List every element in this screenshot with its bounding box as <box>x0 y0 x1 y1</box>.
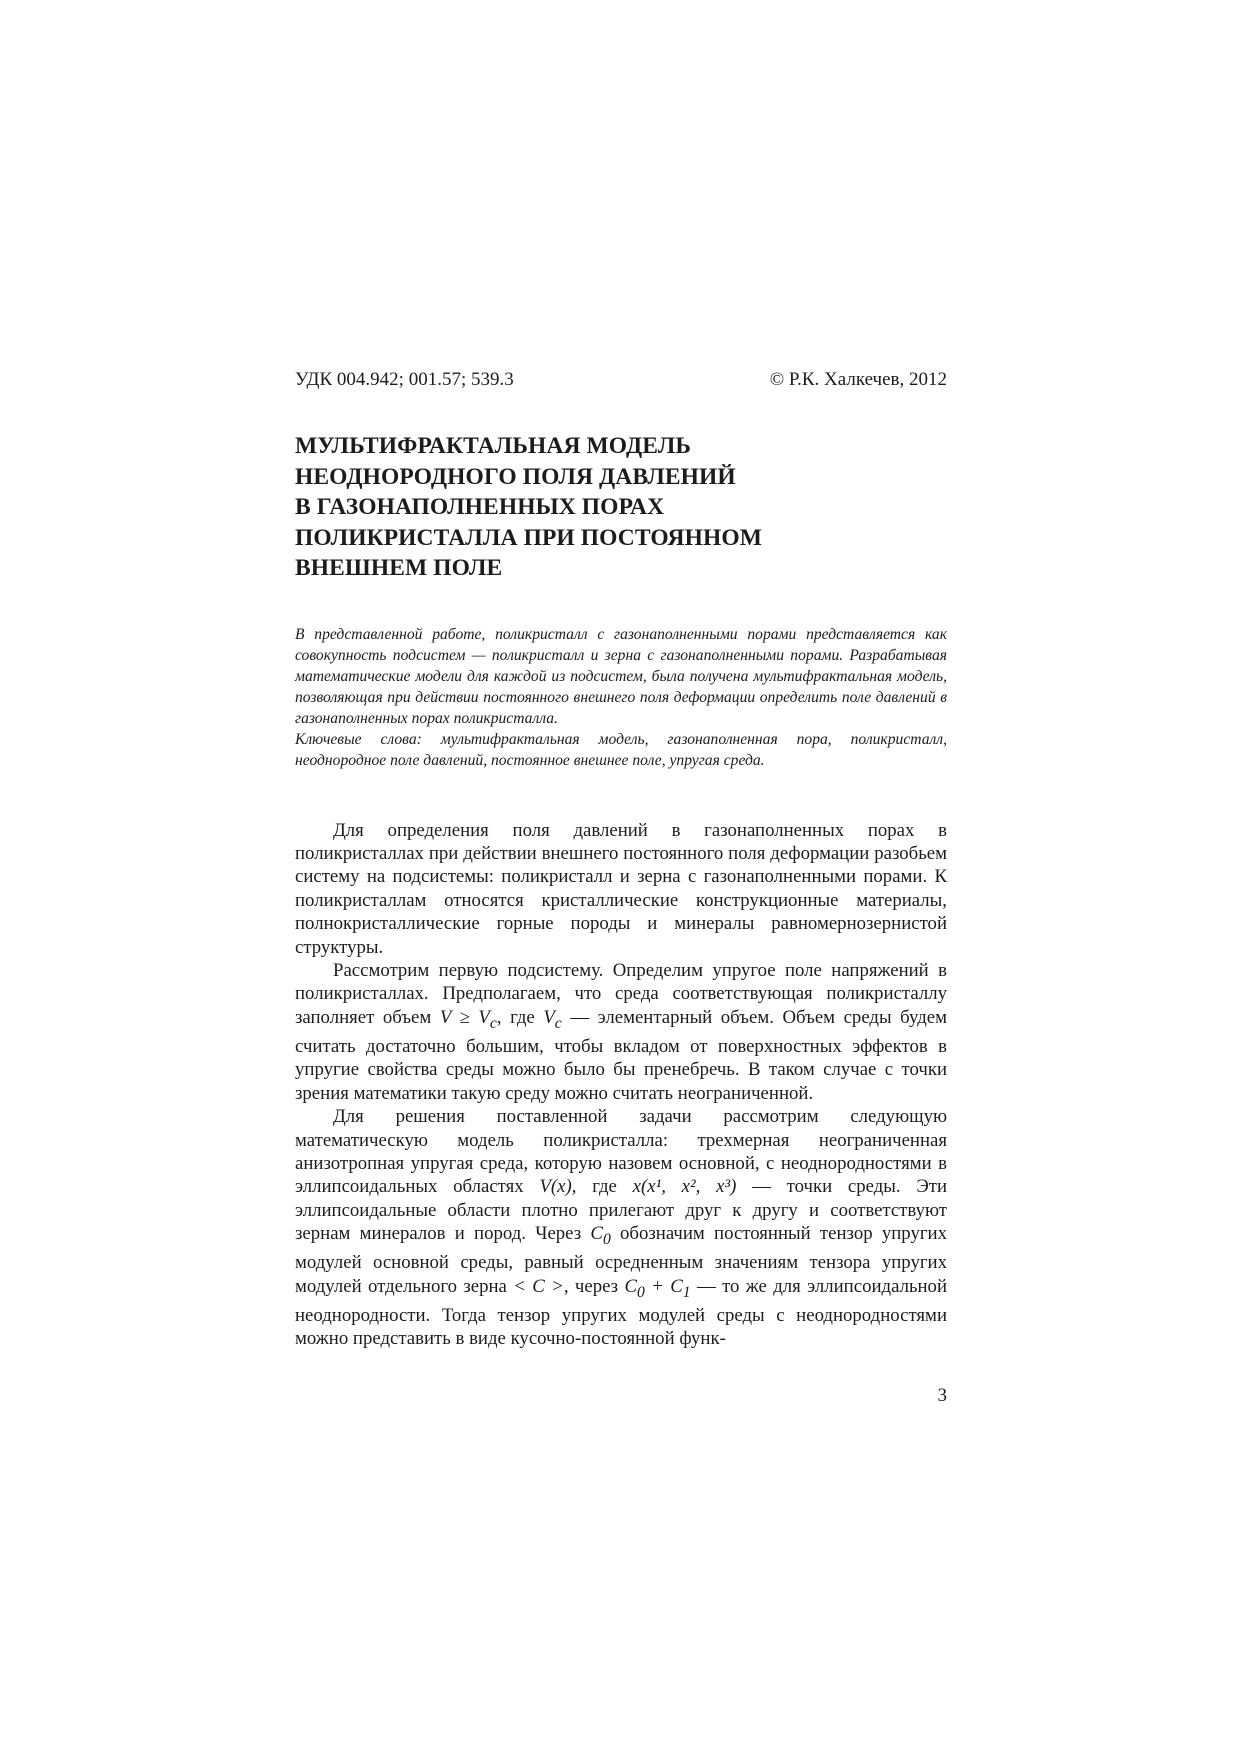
keywords: Ключевые слова: мультифрактальная модель, газонаполненная пора, поликристалл, неоднородное поле давлений, постоянное внешнее поле, упругая среда. <box>295 730 947 769</box>
text-run: Рассмотрим первую подсистему. Определим упругое поле напряжений в поликристаллах. Предполагаем, что среда соответствующая поликристаллу заполняет объем <box>295 959 947 1028</box>
text-run: обозначим постоянный тензор упругих модулей основной среды, равный осредненным значениям тензора упругих модулей отдельного зерна <box>295 1223 947 1297</box>
article-header <box>295 365 947 395</box>
page-content <box>295 365 948 1406</box>
math-vx: V(x) <box>539 1176 572 1198</box>
title-line: НЕОДНОРОДНОГО ПОЛЯ ДАВЛЕНИЙ <box>295 463 736 490</box>
text-run: Для решения поставленной задачи рассмотрим следующую математическую модель поликристалла: трехмерная неограниченная анизотропная упругая среда, которую назовем основной, с неоднородностями в эллипсоидальных областях <box>295 1106 947 1198</box>
math-inequality: $V \ge V_c$ <box>439 1006 497 1032</box>
math-c0-plus-c1: $C_0 + C_1$ <box>624 1275 691 1301</box>
text-run: — элементарный объем. Объем среды будем считать достаточно большим, чтобы вкладом от поверхностных эффектов в упругие свойства среды можно было бы пренебречь. В таком случае с точки зрения математики такую среду можно считать неограниченной. <box>295 1006 947 1104</box>
math-point: x(x¹, x², x³) <box>632 1176 737 1198</box>
text-run: — точки среды. Эти эллипсоидальные области плотно прилегают друг к другу и соответствуют зернам минералов и пород. Через <box>295 1176 948 1245</box>
abstract <box>295 624 947 771</box>
body-paragraph-1: Для определения поля давлений в газонаполненных порах в поликристаллах при действии внешнего постоянного поля деформации разобьем систему на подсистемы: поликристалл и зерна с газонаполненными порами. К поликристаллам относятся кристаллические конструкционные материалы, полнокристаллические горные породы и минералы равномернозернистой структуры. <box>295 819 947 958</box>
title-line: МУЛЬТИФРАКТАЛЬНАЯ МОДЕЛЬ <box>295 433 691 459</box>
text-run: , где <box>496 1006 535 1028</box>
article-title <box>295 431 947 584</box>
title-line: ПОЛИКРИСТАЛЛА ПРИ ПОСТОЯННОМ <box>295 524 763 551</box>
text-run: , через <box>563 1275 619 1297</box>
body-paragraph-2 <box>295 959 947 1105</box>
title-line: ВНЕШНЕМ ПОЛЕ <box>295 555 503 581</box>
article-body <box>295 819 947 1351</box>
udk-code: УДК 004.942; 001.57; 539.3 <box>295 369 514 390</box>
text-run: , где <box>571 1176 617 1198</box>
math-c0: $C_0$ <box>590 1223 611 1248</box>
text-run: — то же для эллипсоидальной неоднородности. Тогда тензор упругих модулей среды с неоднородностями можно представить в виде кусочно-постоянной функ- <box>295 1275 947 1350</box>
abstract-text: В представленной работе, поликристалл с газонаполненными порами представляется как совокупность подсистем — поликристалл и зерна с газонаполненными порами. Разрабатывая математические модели для каждой из подсистем, была получена мультифрактальная модель, позволяющая при действии постоянного внешнего поля деформации определить поле давлений в газонаполненных порах поликристалла. <box>295 625 947 727</box>
page-number: 3 <box>937 1385 947 1406</box>
body-paragraph-3 <box>295 1105 947 1351</box>
math-vc: $V_c$ <box>543 1006 562 1032</box>
math-mean-c: < C > <box>513 1275 564 1297</box>
title-line: В ГАЗОНАПОЛНЕННЫХ ПОРАХ <box>295 494 665 520</box>
copyright-notice: © Р.К. Халкечев, 2012 <box>769 369 947 390</box>
